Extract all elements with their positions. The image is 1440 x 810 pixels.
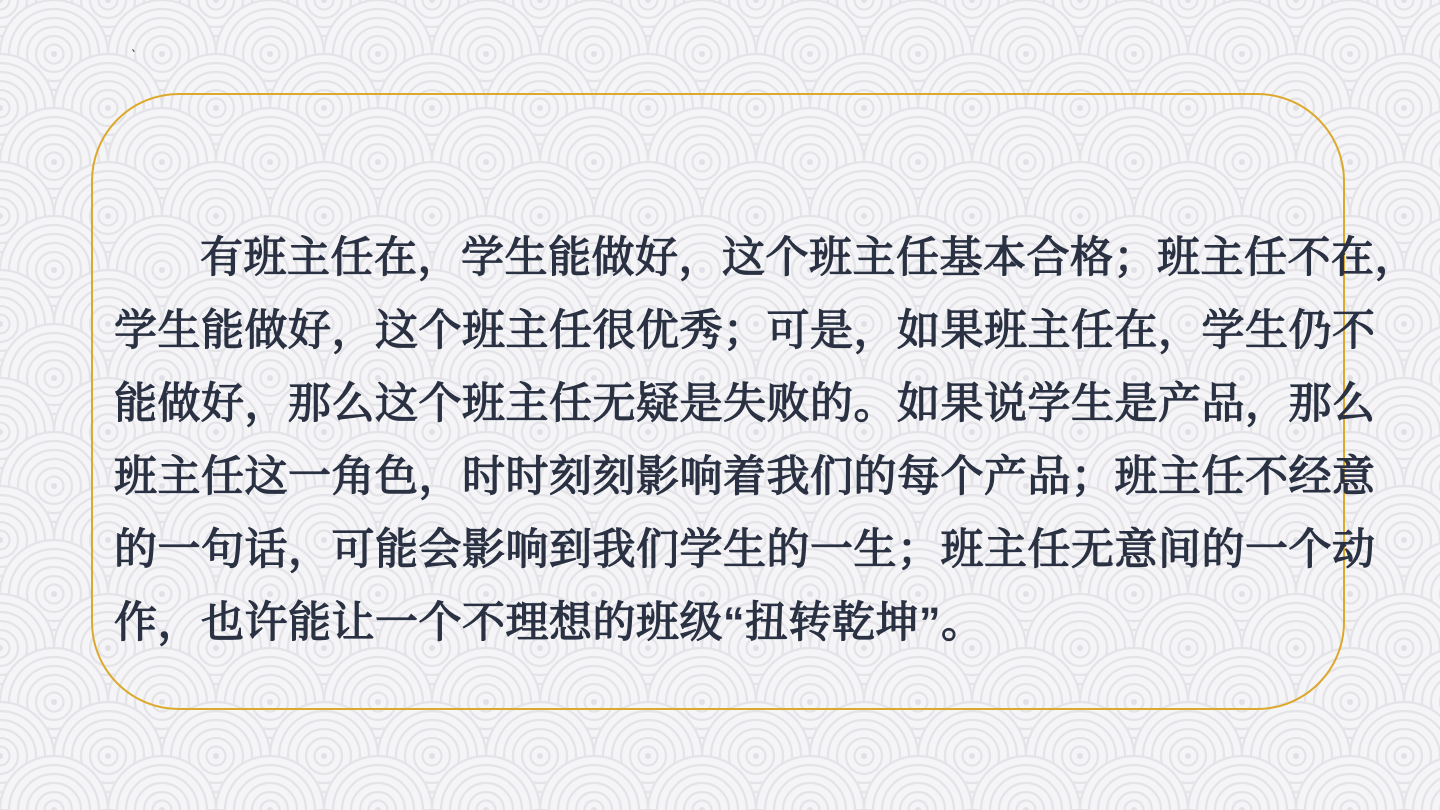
paragraph-line: 学生能做好，这个班主任很优秀；可是，如果班主任在，学生仍不 — [114, 307, 1376, 355]
paragraph-line: 的一句话，可能会影响到我们学生的一生；班主任无意间的一个动 — [114, 526, 1376, 574]
paragraph-line: 作，也许能让一个不理想的班级“扭转乾坤”。 — [114, 599, 985, 647]
paragraph-line: 有班主任在，学生能做好，这个班主任基本合格；班主任不在， — [200, 234, 1418, 282]
slide-paragraph — [114, 222, 1418, 660]
stray-pen-mark: ` — [127, 46, 137, 63]
paragraph-line: 班主任这一角色，时时刻刻影响着我们的每个产品；班主任不经意 — [114, 453, 1376, 501]
paragraph-line: 能做好，那么这个班主任无疑是失败的。如果说学生是产品，那么 — [114, 380, 1376, 428]
